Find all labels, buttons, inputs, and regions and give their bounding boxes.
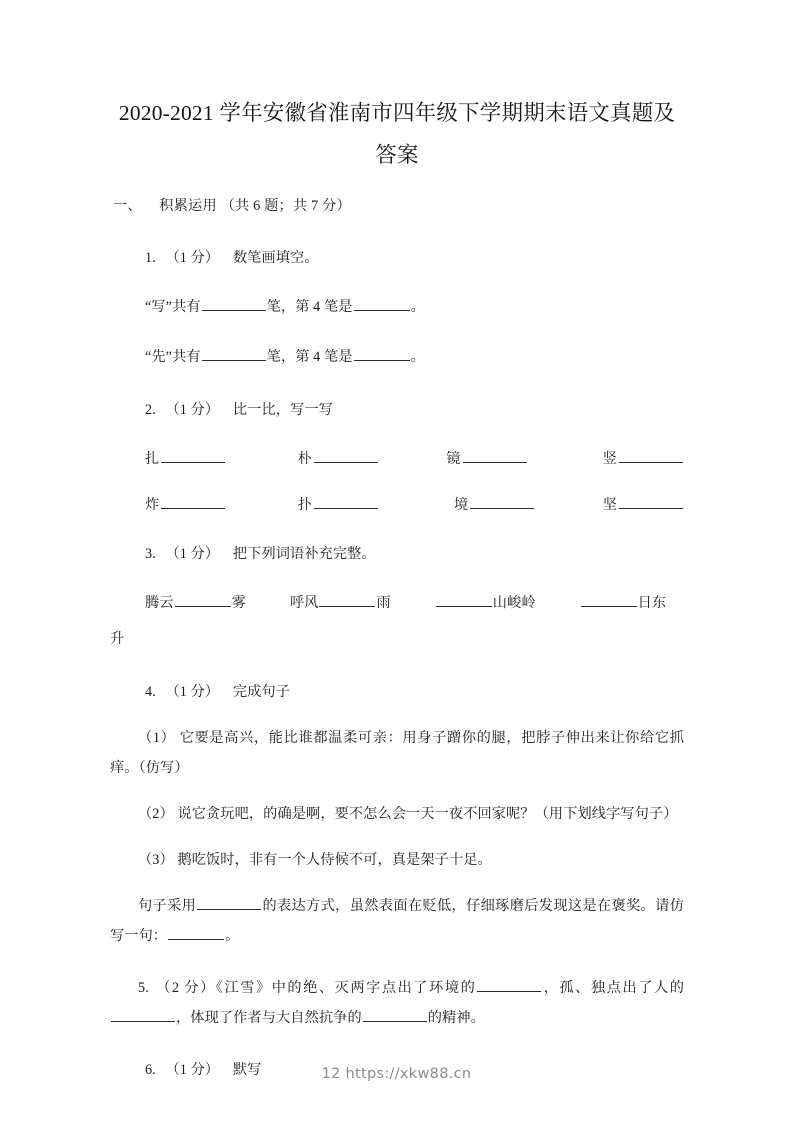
question-3 — [110, 539, 684, 657]
question-3-head — [110, 539, 684, 569]
q2-char-7: 境 — [454, 497, 469, 513]
section-name: 积累运用 — [159, 198, 217, 214]
question-2-score: （1 分） — [165, 402, 220, 418]
q2-blank-r2c4[interactable] — [619, 494, 683, 509]
table-cell — [298, 487, 454, 523]
q5-text-d: 的精神。 — [427, 1010, 485, 1026]
question-4-head — [110, 677, 684, 707]
idiom-4-post: 日东 — [637, 595, 667, 611]
question-2-row-1 — [110, 441, 684, 477]
question-2-row-2 — [110, 487, 684, 523]
question-2-head — [110, 395, 684, 425]
table-cell — [603, 487, 684, 523]
q2-char-6: 扑 — [297, 497, 312, 513]
question-4-sub-1 — [110, 723, 684, 783]
q1-line1-part-b: 笔，第 4 笔是 — [266, 299, 353, 315]
question-3-idioms — [110, 585, 719, 621]
question-3-score: （1 分） — [165, 546, 220, 562]
q2-char-3: 镜 — [446, 451, 461, 467]
q2-blank-r1c4[interactable] — [619, 448, 683, 463]
question-2-prompt: 比一比，写一写 — [232, 402, 333, 418]
q3-blank-3[interactable] — [436, 592, 492, 607]
question-3-number: 3. — [145, 546, 156, 562]
q5-blank-1[interactable] — [477, 977, 541, 992]
q5-text-b: ，孤、独点出了人的 — [542, 980, 684, 996]
q1-line2-part-c: 。 — [410, 349, 425, 365]
q3-blank-1[interactable] — [175, 592, 231, 607]
document-content — [110, 193, 684, 1091]
q2-char-2: 朴 — [297, 451, 312, 467]
q4-sub3-text: 鹅吃饭时，非有一个人侍候不可，真是架子十足。 — [177, 852, 492, 868]
question-1-head — [110, 243, 684, 273]
idiom-1 — [145, 585, 246, 621]
q2-char-5: 炸 — [145, 497, 160, 513]
q2-blank-r1c1[interactable] — [161, 448, 225, 463]
question-5-body — [110, 973, 684, 1033]
q4-blank-2[interactable] — [168, 925, 224, 940]
idiom-2 — [290, 585, 391, 621]
q5-text-a: 《江雪》中的绝、灭两字点出了环境的 — [215, 980, 477, 996]
q2-blank-r1c3[interactable] — [463, 448, 527, 463]
section-meta: （共 6 题；共 7 分） — [220, 198, 351, 214]
page-title: 2020-2021 学年安徽省淮南市四年级下学期期末语文真题及答案 — [118, 101, 676, 167]
question-1-score: （1 分） — [165, 250, 220, 266]
q3-blank-2[interactable] — [319, 592, 375, 607]
idiom-2-post: 雨 — [376, 595, 391, 611]
q3-blank-4[interactable] — [581, 592, 637, 607]
question-1-line-2 — [110, 339, 684, 375]
q2-blank-r2c3[interactable] — [470, 494, 534, 509]
q1-line1-part-a: “写”共有 — [145, 299, 201, 315]
question-4-sub-3 — [110, 845, 684, 875]
q5-blank-2[interactable] — [111, 1007, 175, 1022]
q1-blank-3[interactable] — [202, 346, 266, 361]
question-1-number: 1. — [145, 250, 156, 266]
idiom-4 — [580, 585, 667, 621]
table-cell — [145, 487, 298, 523]
table-cell — [454, 487, 603, 523]
question-4-tail — [110, 891, 684, 951]
question-4-sub-2 — [110, 799, 684, 829]
q2-blank-r1c2[interactable] — [314, 448, 378, 463]
idiom-2-pre: 呼风 — [289, 595, 319, 611]
question-1-line-1 — [110, 289, 684, 325]
question-6-score: （1 分） — [165, 1062, 220, 1078]
q4-sub1-text: 它要是高兴，能比谁都温柔可亲：用身子蹭你的腿，把脖子伸出来让你给它抓痒。（仿写） — [110, 730, 684, 776]
section-label: 一、 — [113, 198, 142, 214]
idiom-1-post: 雾 — [231, 595, 246, 611]
question-2-number: 2. — [145, 402, 156, 418]
table-cell — [145, 441, 298, 477]
question-5-number: 5. — [138, 980, 149, 996]
idiom-1-pre: 腾云 — [145, 595, 174, 611]
q2-blank-r2c1[interactable] — [161, 494, 225, 509]
q4-sub2-text: 说它贪玩吧，的确是啊，要不怎么会一天一夜不回家呢？（用下划线字写句子） — [177, 806, 678, 822]
question-4-score: （1 分） — [165, 684, 220, 700]
q1-blank-1[interactable] — [202, 296, 266, 311]
q5-blank-3[interactable] — [363, 1007, 427, 1022]
table-cell — [446, 441, 602, 477]
q4-sub1-label: （1） — [138, 730, 176, 746]
q4-tail-part-b: 的表达方式，虽然表面在贬低，仔细琢磨后发现这是在褒奖。请仿写一句： — [110, 898, 684, 944]
question-4-prompt: 完成句子 — [232, 684, 291, 700]
question-3-idiom-tail: 升 — [110, 631, 125, 647]
question-1 — [110, 243, 684, 375]
question-5-score: （2 分） — [154, 980, 216, 996]
q5-text-c: ，体现了作者与大自然抗争的 — [176, 1010, 362, 1026]
table-cell — [603, 441, 684, 477]
q2-char-1: 扎 — [145, 451, 160, 467]
question-4 — [110, 677, 684, 951]
q1-line2-part-b: 笔，第 4 笔是 — [266, 349, 353, 365]
idiom-3 — [435, 585, 536, 621]
q2-char-4: 竖 — [602, 451, 617, 467]
q4-blank-1[interactable] — [197, 895, 261, 910]
q2-blank-r2c2[interactable] — [314, 494, 378, 509]
idiom-3-post: 山峻岭 — [492, 595, 536, 611]
q1-blank-4[interactable] — [354, 346, 410, 361]
question-1-prompt: 数笔画填空。 — [232, 250, 319, 266]
section-header — [113, 193, 684, 219]
question-5 — [110, 973, 684, 1033]
question-6-number: 6. — [145, 1062, 156, 1078]
question-4-number: 4. — [145, 684, 156, 700]
page-footer-watermark: 12 https://xkw88.cn — [321, 1066, 472, 1082]
q4-sub3-label: （3） — [138, 852, 174, 868]
question-6-prompt: 默写 — [232, 1062, 262, 1078]
q4-tail-part-a: 句子采用 — [138, 898, 197, 914]
q4-sub2-label: （2） — [138, 806, 174, 822]
question-2 — [110, 395, 684, 523]
table-cell — [298, 441, 447, 477]
q4-tail-part-c: 。 — [225, 928, 240, 944]
question-3-prompt: 把下列词语补充完整。 — [232, 546, 376, 562]
q1-blank-2[interactable] — [354, 296, 410, 311]
q1-line1-part-c: 。 — [410, 299, 425, 315]
q2-char-8: 坚 — [602, 497, 617, 513]
q1-line2-part-a: “先”共有 — [145, 349, 201, 365]
